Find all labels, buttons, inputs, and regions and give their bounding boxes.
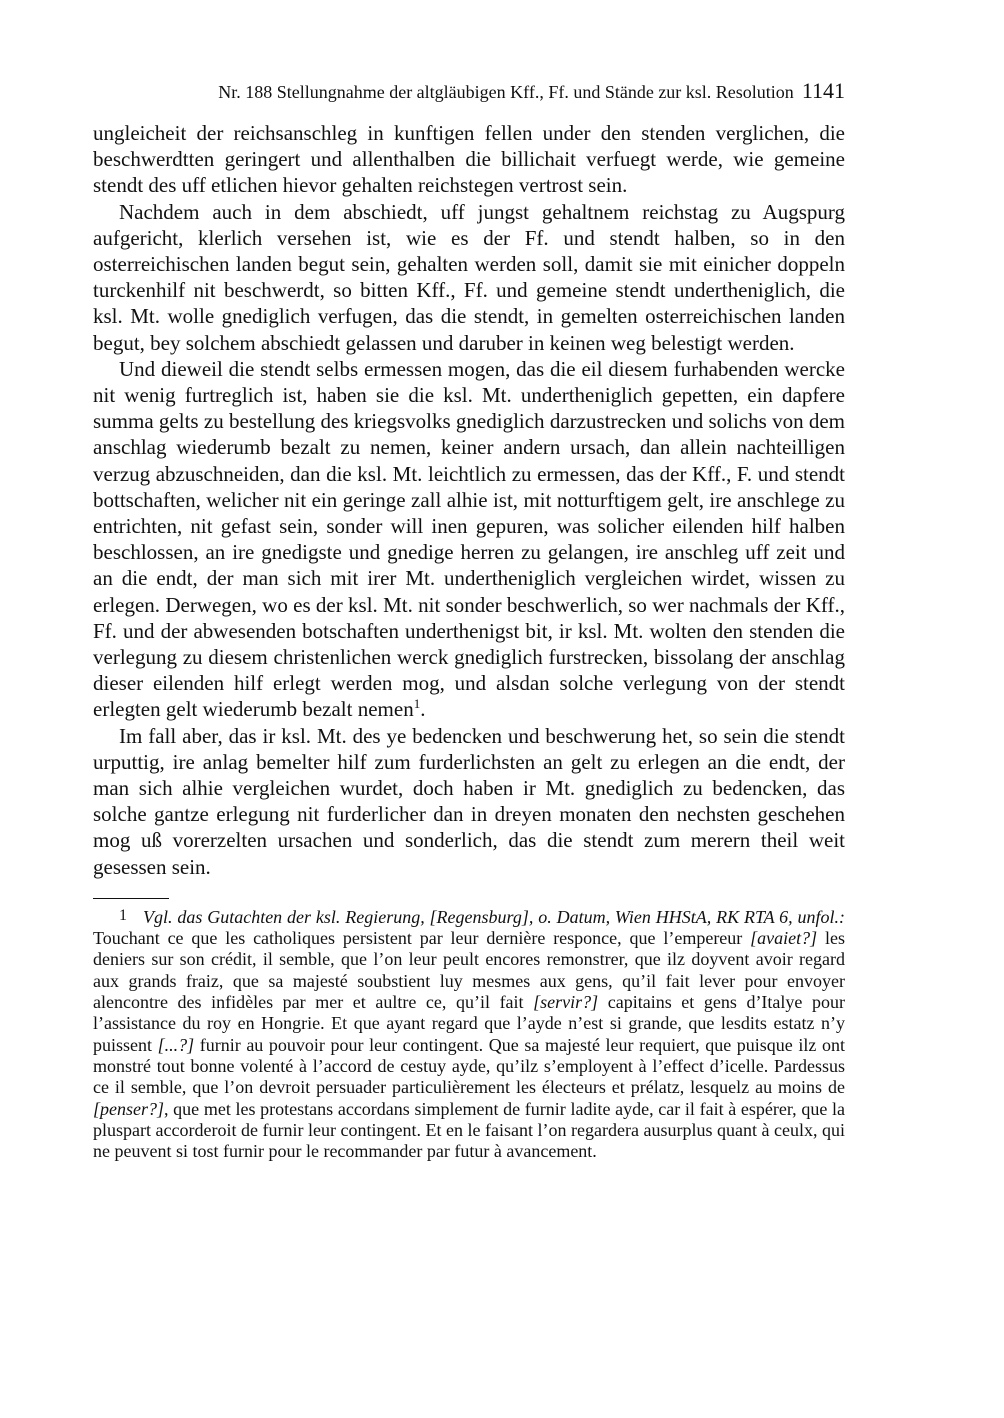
- footnote-number: 1: [119, 906, 127, 924]
- page-number: 1141: [801, 78, 845, 103]
- paragraph-text: Nachdem auch in dem abschiedt, uff jungst gehaltnem reichstag zu Augspurg aufgericht, klerlich versehen ist, wie es der Ff. und stendt halben, so in den osterreichischen landen begut sein, gehalten werden soll, damit sie mit einicher doppeln turckenhilf nit beschwerdt, so bitten Kff., Ff. und gemeine stendt undertheniglich, die ksl. Mt. wolle gnediglich verfugen, das die stendt, in gemelten osterreichischen landen begut, bey solchem abschiedt gelassen und daruber in keinen weg belestigt werden.: [93, 199, 845, 355]
- running-head-title: Nr. 188 Stellungnahme der altgläubigen Kff., Ff. und Stände zur ksl. Resolution: [218, 82, 794, 102]
- footnote-text: furnir au pouvoir pour leur contingent. Que sa majesté leur requiert, que puisque ilz ont monstré tout bonne volenté à l’accord de cestuy ayde, qu’ilz s’employent à l’effect d’icelle. Pardessus ce il semble, que l’on devroit persuader particulièrement les électeurs et prélatz, lesquelz au moins de: [93, 1034, 845, 1098]
- document-page: [93, 76, 845, 1162]
- paragraph-text: Im fall aber, das ir ksl. Mt. des ye bedencken und beschwerung het, so sein die stendt urputtig, ire anlag bemelter hilf zum furderlichsten an gelt zu erlegen an die endt, der man sich alhie vergleichen wurdet, doch haben ir Mt. gnediglich zu bedencken, das solche gantze erlegung nit furderlicher dan in dreyen monaten den nechsten geschehen mog uß vorerzelten ursachen und sonderlich, das die stendt zum merern theil weit gesessen sein.: [93, 723, 845, 879]
- paragraph-text-end: .: [420, 697, 426, 722]
- paragraph: [93, 120, 845, 199]
- paragraph: [93, 199, 845, 356]
- running-head: [93, 76, 845, 106]
- footnote: [93, 905, 845, 1163]
- footnote-source: Vgl. das Gutachten der ksl. Regierung, [Regensburg], o. Datum, Wien HHStA, RK RTA 6, unfol.:: [143, 906, 845, 927]
- body-text: [93, 120, 845, 880]
- footnotes: [93, 905, 845, 1163]
- footnote-editorial-note: [penser?]: [93, 1098, 164, 1119]
- footnote-editorial-note: [...?]: [157, 1034, 195, 1055]
- footnote-editorial-note: [servir?]: [533, 992, 599, 1013]
- paragraph-text: Und dieweil die stendt selbs ermessen mogen, das die eil diesem furhabenden wercke nit wenig furtreglich ist, haben sie die ksl. Mt. undertheniglich gepetten, ein dapfere summa gelts zu bestellung des kriegsvolks gnediglich darzustrecken und solichs von dem anschlag wiederumb bezalt zu nemen, keiner andern ursach, dan allein nachteilligen verzug abzuschneiden, dan die ksl. Mt. leichtlich zu ermessen, das der Kff., F. und stendt bottschaften, welicher nit ein geringe zall alhie ist, mit notturftigem gelt, ire anschlege zu entrichten, nit gefast sein, sonder will inen gepuren, was solicher eilenden hilf halben beschlossen, an ire gnedigste und gnedige herren zu gelangen, ire anschleg uff zeit und an die endt, der man sich mit irer Mt. undertheniglich vergleichen wirdet, wissen zu erlegen. Derwegen, wo es der ksl. Mt. nit sonder beschwerlich, so wer nachmals der Kff., Ff. und der abwesenden botschaften underthenigst bit, ir ksl. Mt. wolten den stenden die verlegung zu diesem christenlichen werck gnediglich furstrecken, bissolang der anschlag dieser eilenden hilf erlegt werden mog, und alsdan solche verlegung von der stendt erlegten gelt wiederumb bezalt nemen: [93, 356, 845, 722]
- paragraph: [93, 356, 845, 723]
- footnote-editorial-note: [avaiet?]: [750, 928, 818, 949]
- footnote-text: , que met les protestans accordans simplement de furnir ladite ayde, car il fait à espérer, que la pluspart accorderoit de furnir leur contingent. Et en le faisant l’on regardera ausurplus quant à ceulx, qui ne peuvent si tost furnir pour le recommander par futur à avancement.: [93, 1098, 845, 1162]
- footnote-text: les deniers sur son crédit, il semble, que l’on leur peult encores remonstrer, que ilz doyvent avoir regard aux grands fraiz, que sa majesté soubstient luy mesmes aux gens, qu’il fait lever pour envoyer alencontre des infidèles par mer et aultre ce, qu’il fait: [93, 928, 845, 1013]
- footnote-text: capitains et gens d’Italye pour l’assistance du roy en Hongrie. Et que ayant regard que l’ayde n’est si grande, que lesdits estatz n’y puissent: [93, 992, 845, 1055]
- footnote-reference[interactable]: 1: [413, 696, 421, 712]
- paragraph: [93, 723, 845, 880]
- footnote-divider: [93, 898, 169, 899]
- footnote-text: Touchant ce que les catholiques persistent par leur dernière responce, que l’empereur: [93, 928, 751, 949]
- paragraph-text: ungleicheit der reichsanschleg in kunftigen fellen under den stenden verglichen, die beschwerdtten geringert und allenthalben die billichait verfuegt werde, wie gemeine stendt des uff etlichen hievor gehalten reichstegen vertrost sein.: [93, 121, 845, 198]
